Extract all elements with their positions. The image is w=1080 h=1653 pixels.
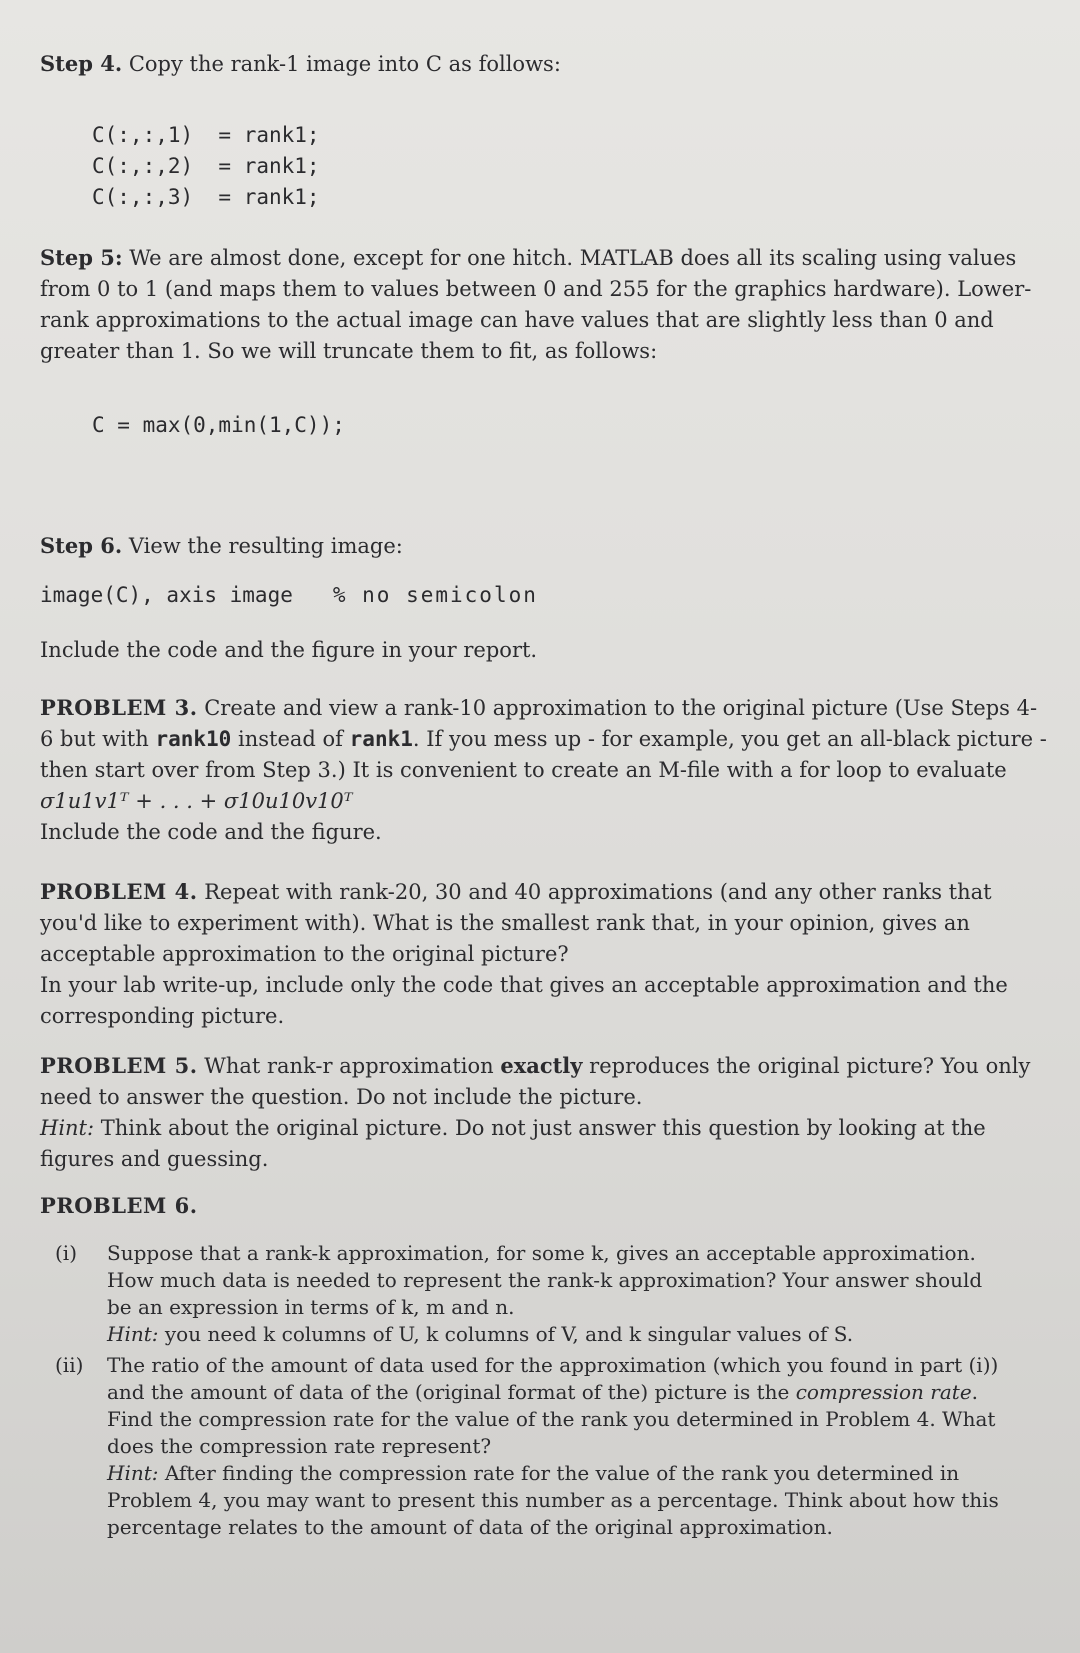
problem3-code-rank1: rank1: [349, 727, 413, 751]
problem3-paragraph: [40, 692, 1050, 848]
problem6-heading: [40, 1190, 1050, 1222]
problem6-list: [55, 1240, 1000, 1545]
step4-code-line-3: C(:,:,3) = rank1;: [92, 185, 320, 209]
step6-comment: % no semicolon: [332, 583, 538, 607]
step6-label: Step 6.: [40, 533, 123, 558]
problem5-label: PROBLEM 5.: [40, 1053, 198, 1078]
item-ii-number: (ii): [55, 1353, 84, 1377]
problem3-text-b: instead of: [238, 727, 343, 751]
step4-text: Copy the rank-1 image into C as follows:: [128, 52, 561, 76]
problem5-hint-label: Hint:: [40, 1116, 95, 1140]
step5-text: We are almost done, except for one hitch. MATLAB does all its scaling using values from 0 to 1 (and maps them to values between 0 and 255 for the graphics hardware). Lower-rank approximations to the actual image can have values that are slightly less than 0 and greater than 1. So we will truncate them to fit, as follows:: [40, 246, 1032, 363]
step6-text: View the resulting image:: [128, 534, 403, 558]
step5-label: Step 5:: [40, 245, 123, 270]
problem5-paragraph: [40, 1050, 1050, 1175]
step4-paragraph: [40, 48, 1050, 80]
problem4-text2: In your lab write-up, include only the code that gives an acceptable approximation and the corresponding picture.: [40, 973, 1008, 1028]
problem6-item-i: [55, 1240, 1000, 1348]
item-ii-hint: After finding the compression rate for the value of the rank you determined in Problem 4, you may want to present this number as a percentage. Think about how this percentage relates to the amount of data of the original approximation.: [107, 1461, 999, 1539]
problem4-text: Repeat with rank-20, 30 and 40 approximations (and any other ranks that you'd like to experiment with). What is the smallest rank that, in your opinion, gives an acceptable approximation to the original picture?: [40, 880, 992, 966]
step4-code-line-2: C(:,:,2) = rank1;: [92, 154, 320, 178]
problem3-text-d: Include the code and the figure.: [40, 820, 382, 844]
item-ii-hint-label: Hint:: [107, 1461, 159, 1485]
item-i-number: (i): [55, 1241, 78, 1265]
item-ii-text-b: . Find the compression rate for the value of the rank you determined in Problem 4. What does the compression rate represent?: [107, 1380, 996, 1458]
step6-code: image(C), axis image: [40, 583, 293, 607]
step6-paragraph: [40, 530, 1050, 562]
problem4-paragraph: [40, 876, 1050, 1032]
problem5-bold: exactly: [500, 1053, 583, 1078]
problem6-label: PROBLEM 6.: [40, 1193, 198, 1218]
item-ii-text-a: The ratio of the amount of data used for the approximation (which you found in part (i)) and the amount of data of the (original format of the) picture is the: [107, 1353, 999, 1404]
problem4-label: PROBLEM 4.: [40, 879, 198, 904]
step5-paragraph: [40, 242, 1050, 367]
item-i-hint: you need k columns of U, k columns of V, and k singular values of S.: [164, 1322, 854, 1346]
problem3-label: PROBLEM 3.: [40, 695, 198, 720]
problem5-text-a: What rank-r approximation: [204, 1054, 494, 1078]
problem3-text-c: . If you mess up - for example, you get an all-black picture - then start over from Step 3.) It is convenient to create an M-file with a for loop to evaluate: [40, 727, 1047, 782]
step5-code: C = max(0,min(1,C));: [92, 413, 345, 437]
item-i-hint-label: Hint:: [107, 1322, 159, 1346]
problem3-code-rank10: rank10: [155, 727, 232, 751]
item-ii-italic: compression rate: [795, 1380, 972, 1404]
item-i-text: Suppose that a rank-k approximation, for some k, gives an acceptable approximation. How much data is needed to represent the rank-k approximation? Your answer should be an expression in terms of k, m and n.: [107, 1241, 983, 1319]
problem3-text-a: Create and view a rank-10 approximation to the original picture (Use Steps 4-6 but with: [40, 696, 1038, 751]
problem3-formula: σ1u1v1ᵀ + . . . + σ10u10v10ᵀ: [40, 789, 353, 813]
problem6-item-ii: [55, 1352, 1000, 1541]
step4-label: Step 4.: [40, 51, 123, 76]
step4-code-line-1: C(:,:,1) = rank1;: [92, 123, 320, 147]
problem5-text-b: reproduces the original picture? You only need to answer the question. Do not include the picture.: [40, 1054, 1031, 1109]
step6-code-line: [40, 580, 538, 611]
step6-note: Include the code and the figure in your report.: [40, 638, 538, 662]
problem5-hint: Think about the original picture. Do not just answer this question by looking at the figures and guessing.: [40, 1116, 986, 1171]
